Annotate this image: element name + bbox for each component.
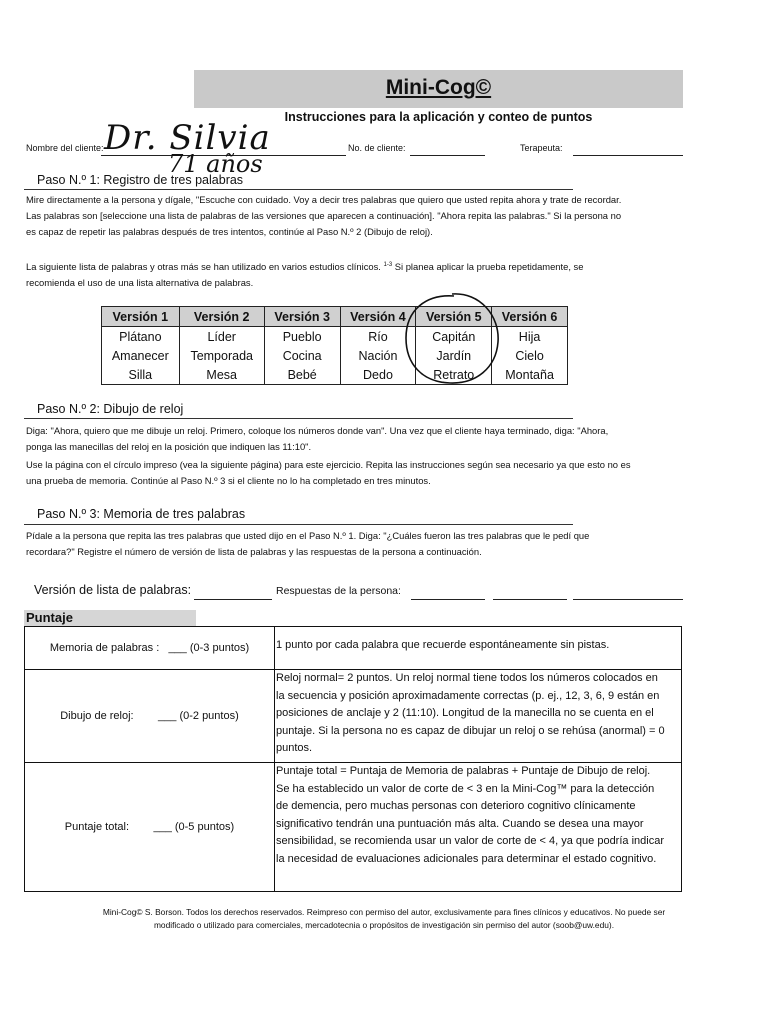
clock-score-label: Dibujo de reloj: ___ (0-2 puntos) — [25, 670, 275, 762]
step1-instructions: Mire directamente a la persona y dígale, "Escuche con cuidado. Voy a decir tres palabras que quiero que usted repita ahora y trate de recordar. Las palabras son [seleccione una lista de palabras de las versiones que aparecen a continuación]. "Ahora repita las palabras." Si la persona no es capaz de repetir las palabras después de tres intentos, continúe al Paso N.º 2 (Dibujo de reloj). — [26, 194, 622, 237]
client-name-label: Nombre del cliente: — [26, 143, 104, 153]
version-header: Versión 3 — [264, 307, 340, 327]
word-cell: Río — [340, 327, 416, 347]
version-header: Versión 5 — [416, 307, 492, 327]
person-answers-label: Respuestas de la persona: — [276, 585, 401, 597]
word-cell: Líder — [179, 327, 264, 347]
answer-field-1[interactable] — [411, 599, 485, 600]
word-list-version-field[interactable] — [194, 599, 272, 600]
clock-description: Reloj normal= 2 puntos. Un reloj normal tiene todos los números colocados en la secuencia y posición aproximadamente correctas (p. ej., 12, 3, 6, 9 están en posiciones de anclaje y 2 (11:10). Longitud de la manecilla no se cuenta en el puntaje. Si la persona no es capaz de dibujar un reloj o se rehúsa (anormal) = 0 puntos. — [276, 672, 665, 754]
word-cell: Hija — [492, 327, 568, 347]
copyright-footer: Mini-Cog© S. Borson. Todos los derechos reservados. Reimpreso con permiso del autor, exclusivamente para fines clínicos y educativos. No puede ser modificado o utilizado para comerciales, mercadotecnia o propósitos de investigación sin permiso del autor (soob@uw.edu). — [102, 907, 666, 930]
word-memory-description: 1 punto por cada palabra que recuerde espontáneamente sin pistas. — [276, 639, 610, 651]
handwritten-name: Dr. Silvia — [104, 118, 271, 158]
word-cell: Silla — [102, 365, 180, 385]
score-row-word-memory — [25, 627, 681, 669]
word-cell: Cielo — [492, 346, 568, 365]
page-title: Mini-Cog© — [385, 76, 492, 99]
step1-title: Paso N.º 1: Registro de tres palabras — [37, 173, 244, 187]
word-cell: Montaña — [492, 365, 568, 385]
scoring-heading: Puntaje — [24, 610, 196, 626]
total-score-label: Puntaje total: ___ (0-5 puntos) — [25, 763, 275, 891]
step1-divider — [24, 189, 573, 190]
therapist-field[interactable] — [573, 155, 683, 156]
score-row-total — [25, 762, 681, 891]
word-cell: Nación — [340, 346, 416, 365]
version-header: Versión 1 — [102, 307, 180, 327]
page-subtitle: Instrucciones para la aplicación y conteo de puntos — [284, 110, 593, 124]
word-cell: Jardín — [416, 346, 492, 365]
step3-instructions: Pídale a la persona que repita las tres palabras que usted dijo en el Paso N.º 1. Diga: "¿Cuáles fueron las tres palabras que le pedí que recordara?" Registre el número de versión de lista de palabras y las respuestas de la persona a continuación. — [26, 530, 590, 557]
client-number-label: No. de cliente: — [348, 143, 406, 153]
step3-title: Paso N.º 3: Memoria de tres palabras — [37, 507, 246, 521]
version-header: Versión 2 — [179, 307, 264, 327]
therapist-label: Terapeuta: — [520, 143, 563, 153]
word-cell: Retrato — [416, 365, 492, 385]
word-list-version-label: Versión de lista de palabras: — [34, 583, 192, 597]
word-cell: Amanecer — [102, 346, 180, 365]
word-cell: Capitán — [416, 327, 492, 347]
answer-field-3[interactable] — [573, 599, 683, 600]
version-header: Versión 6 — [492, 307, 568, 327]
word-cell: Dedo — [340, 365, 416, 385]
scoring-table — [24, 626, 682, 892]
word-cell: Temporada — [179, 346, 264, 365]
word-cell: Plátano — [102, 327, 180, 347]
step1-list-note: La siguiente lista de palabras y otras más se han utilizado en varios estudios clínicos. $^{1-3}$ Si planea aplicar la prueba repetidamente, se recomienda el uso de una lista alternativa de palabras. — [26, 261, 584, 289]
version-header: Versión 4 — [340, 307, 416, 327]
step2-divider — [24, 418, 573, 419]
word-cell: Mesa — [179, 365, 264, 385]
client-number-field[interactable] — [410, 155, 485, 156]
step3-divider — [24, 524, 573, 525]
word-cell: Cocina — [264, 346, 340, 365]
handwritten-age: 71 años — [168, 150, 263, 178]
total-description: Puntaje total = Puntaja de Memoria de palabras + Puntaje de Dibujo de reloj. Se ha establecido un valor de corte de < 3 en la Mini-Cog™ para la detección de demencia, pero muchas personas con deterioro cognitivo clínicamente significativo tendrán una puntuación más alta. Cuando se desea una mayor sensibilidad, se recomienda usar un valor de corte de < 4, ya que podría indicar la necesidad de evaluaciones adicionales para determinar el estado cognitivo. — [276, 765, 664, 865]
step2-instructions: Diga: "Ahora, quiero que me dibuje un reloj. Primero, coloque los números donde van". Una vez que el cliente haya terminado, diga: "Ahora, ponga las manecillas del reloj en la posición que indiquen las 11:10". Use la página con el círculo impreso (vea la siguiente página) para este ejercicio. Repita las instrucciones según sea necesario ya que esto no es una prueba de memoria. Continúe al Paso N.º 3 si el cliente no lo ha completado en tres minutos. — [26, 425, 631, 486]
word-memory-score-label: Memoria de palabras : ___ (0-3 puntos) — [25, 627, 275, 669]
word-cell: Bebé — [264, 365, 340, 385]
handdrawn-circle-mark — [400, 288, 504, 388]
score-row-clock — [25, 669, 681, 762]
step2-title: Paso N.º 2: Dibujo de reloj — [37, 402, 184, 416]
answer-field-2[interactable] — [493, 599, 567, 600]
word-cell: Pueblo — [264, 327, 340, 347]
